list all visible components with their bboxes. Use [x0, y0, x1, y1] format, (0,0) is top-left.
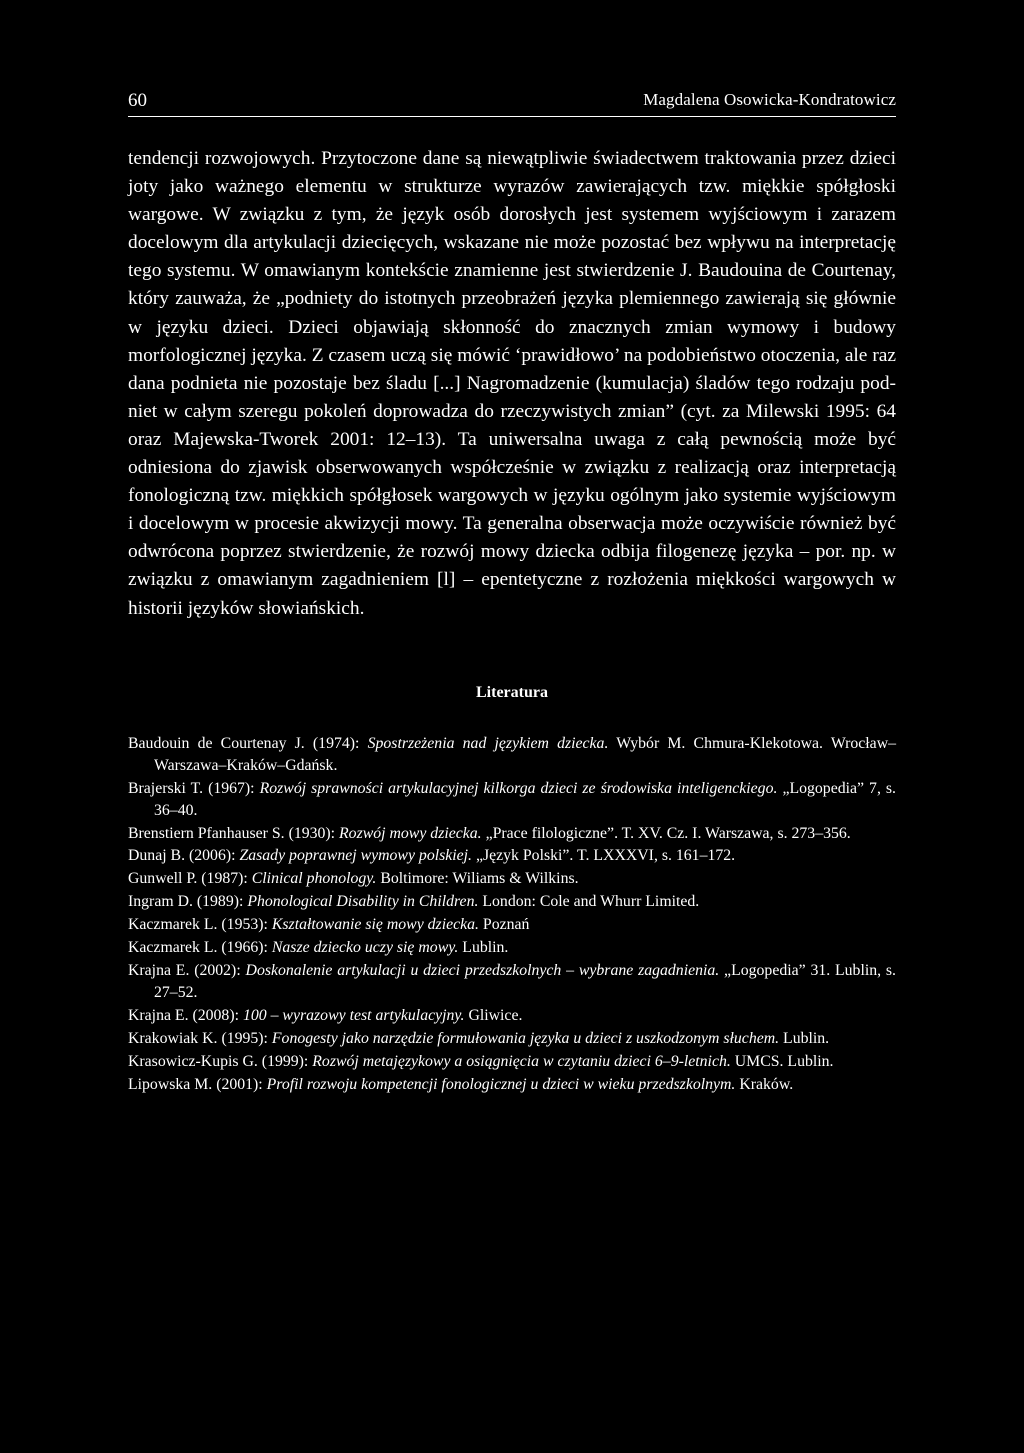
- section-title-literatura: Literatura: [476, 683, 548, 701]
- reference-item: Gunwell P. (1987): Clinical phonology. Boltimore: Wiliams & Wilkins.: [128, 870, 579, 888]
- reference-item: Brenstiern Pfanhauser S. (1930): Rozwój mowy dziecka. „Prace filologiczne”. T. XV. Cz. I. Warszawa, s. 273–356.: [128, 824, 851, 842]
- reference-item: Krasowicz-Kupis G. (1999): Rozwój metajęzykowy a osiągnięcia w czytaniu dzieci 6–9-letnich. UMCS. Lublin.: [128, 1052, 834, 1070]
- reference-item: Kaczmarek L. (1953): Kształtowanie się mowy dziecka. Poznań: [128, 916, 530, 934]
- page-number: 60: [128, 90, 147, 111]
- reference-item: Dunaj B. (2006): Zasady poprawnej wymowy polskiej. „Język Polski”. T. LXXXVI, s. 161–172.: [128, 847, 736, 865]
- reference-item: Krakowiak K. (1995): Fonogesty jako narzędzie formułowania języka u dzieci z uszkodzonym słuchem. Lublin.: [128, 1029, 830, 1047]
- reference-item: Baudouin de Courtenay J. (1974): Spostrzeżenia nad językiem dziecka. Wybór M. Chmura-Klekotowa. Wrocław–Warszawa–Kraków–Gdańsk.: [128, 734, 896, 774]
- running-header: [128, 88, 896, 117]
- reference-item: Lipowska M. (2001): Profil rozwoju kompetencji fonologicznej u dzieci w wieku przedszkolnym. Kraków.: [128, 1075, 794, 1093]
- reference-item: Ingram D. (1989): Phonological Disability in Children. London: Cole and Whurr Limited.: [128, 893, 700, 911]
- reference-item: Kaczmarek L. (1966): Nasze dziecko uczy się mowy. Lublin.: [128, 939, 509, 957]
- reference-item: Brajerski T. (1967): Rozwój sprawności artykulacyjnej kilkorga dzieci ze środowiska inteligenckiego. „Logopedia” 7, s. 36–40.: [128, 779, 896, 819]
- page: [128, 88, 896, 1096]
- reference-list: [128, 733, 896, 1096]
- reference-item: Krajna E. (2002): Doskonalenie artykulacji u dzieci przedszkolnych – wybrane zagadnienia. „Logopedia” 31. Lublin, s. 27–52.: [128, 961, 896, 1001]
- reference-item: Krajna E. (2008): 100 – wyrazowy test artykulacyjny. Gliwice.: [128, 1006, 523, 1024]
- body-paragraph: tendencji rozwojowych. Przytoczone dane są niewątpliwie świadectwem traktowania przez dzieci joty jako ważnego elementu w strukturze wyrazów zawierających tzw. miękkie spółgłoski wargowe. W związku z tym, że język osób dorosłych jest systemem wyjściowym i zarazem docelowym dla artykulacji dziecięcych, wskazane nie może pozostać bez wpływu na interpretację tego systemu. W omawianym kontekście znamienne jest stwierdzenie J. Baudouina de Courtenay, który zauważa, że „podniety do istotnych przeobrażeń języka plemiennego zawierają się głównie w języku dzieci. Dzieci objawiają skłonność do znacznych zmian wymowy i budowy morfologicznej języka. Z czasem uczą się mówić ‘prawidłowo’ na podobieństwo otoczenia, ale raz dana podnieta nie pozostaje bez śladu [...] Nagromadzenie (kumulacja) śladów tego rodzaju podniet w całym szeregu pokoleń doprowadza do rzeczywistych zmian” (cyt. za Milewski 1995: 64 oraz Majewska-Tworek 2001: 12–13). Ta uniwersalna uwaga z całą pewnością może być odniesiona do zjawisk obserwowanych współcześnie w związku z realizacją oraz interpretacją fonologiczną tzw. miękkich spółgłosek wargowych w języku ogólnym jako systemie wyjściowym i docelowym w procesie akwizycji mowy. Ta generalna obserwacja może oczywiście również być odwrócona poprzez stwierdzenie, że rozwój mowy dziecka odbija filogenezę języka – por. np. w związku z omawianym zagadnieniem [l] – epentetyczne z rozłożenia miękkości wargowych w historii języków słowiańskich.: [128, 148, 896, 619]
- running-head-author: Magdalena Osowicka-Kondratowicz: [643, 90, 896, 109]
